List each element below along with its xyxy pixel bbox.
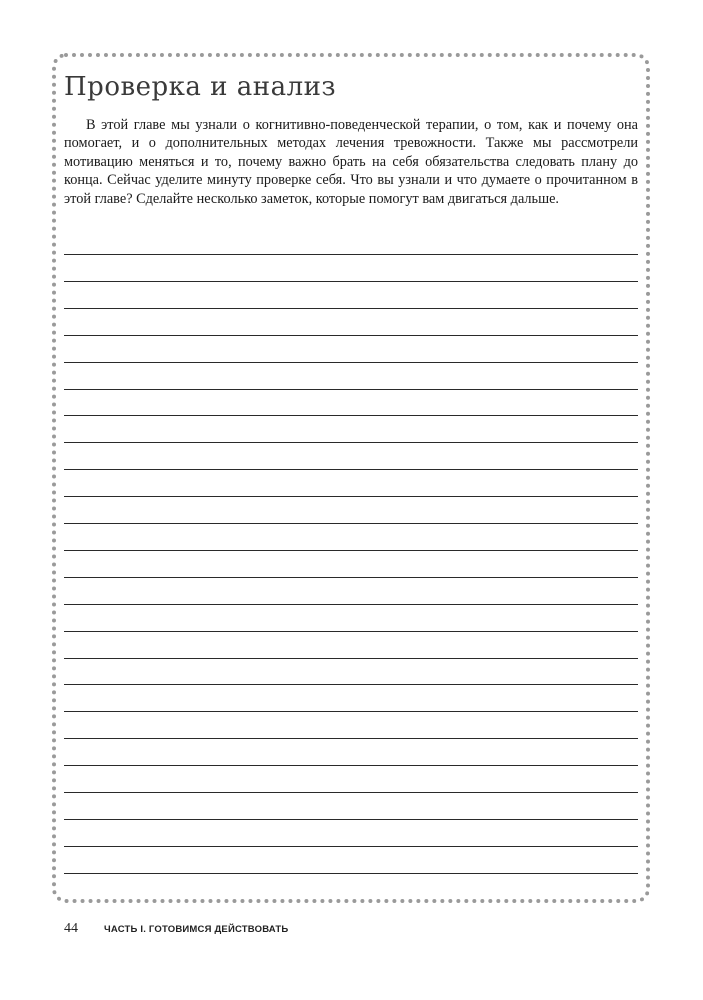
writing-line <box>64 792 638 793</box>
writing-line <box>64 469 638 470</box>
writing-line <box>64 362 638 363</box>
writing-line <box>64 523 638 524</box>
writing-line <box>64 550 638 551</box>
writing-line <box>64 577 638 578</box>
writing-line <box>64 684 638 685</box>
writing-line <box>64 846 638 847</box>
writing-line <box>64 604 638 605</box>
writing-line <box>64 711 638 712</box>
running-head: ЧАСТЬ I. ГОТОВИМСЯ ДЕЙСТВОВАТЬ <box>104 924 289 935</box>
page-number: 44 <box>64 921 78 936</box>
writing-line <box>64 389 638 390</box>
writing-line <box>64 738 638 739</box>
writing-line <box>64 819 638 820</box>
writing-line <box>64 496 638 497</box>
writing-line <box>64 254 638 255</box>
writing-line <box>64 873 638 874</box>
writing-line <box>64 415 638 416</box>
intro-paragraph: В этой главе мы узнали о когнитивно-поведенческой терапии, о том, как и почему она помогает, и о дополнительных методах лечения тревожности. Также мы рассмотрели мотивацию меняться и то, почему важно брать на себя обязательства следовать плану до конца. Сейчас уделите минуту проверке себя. Что вы узнали и что думаете о прочитанном в этой главе? Сделайте несколько заметок, которые помогут вам двигаться дальше. <box>64 117 638 207</box>
section-title: Проверка и анализ <box>64 72 337 102</box>
writing-line <box>64 631 638 632</box>
writing-line <box>64 765 638 766</box>
writing-line <box>64 658 638 659</box>
writing-line <box>64 281 638 282</box>
writing-line <box>64 442 638 443</box>
writing-line <box>64 308 638 309</box>
writing-line <box>64 335 638 336</box>
